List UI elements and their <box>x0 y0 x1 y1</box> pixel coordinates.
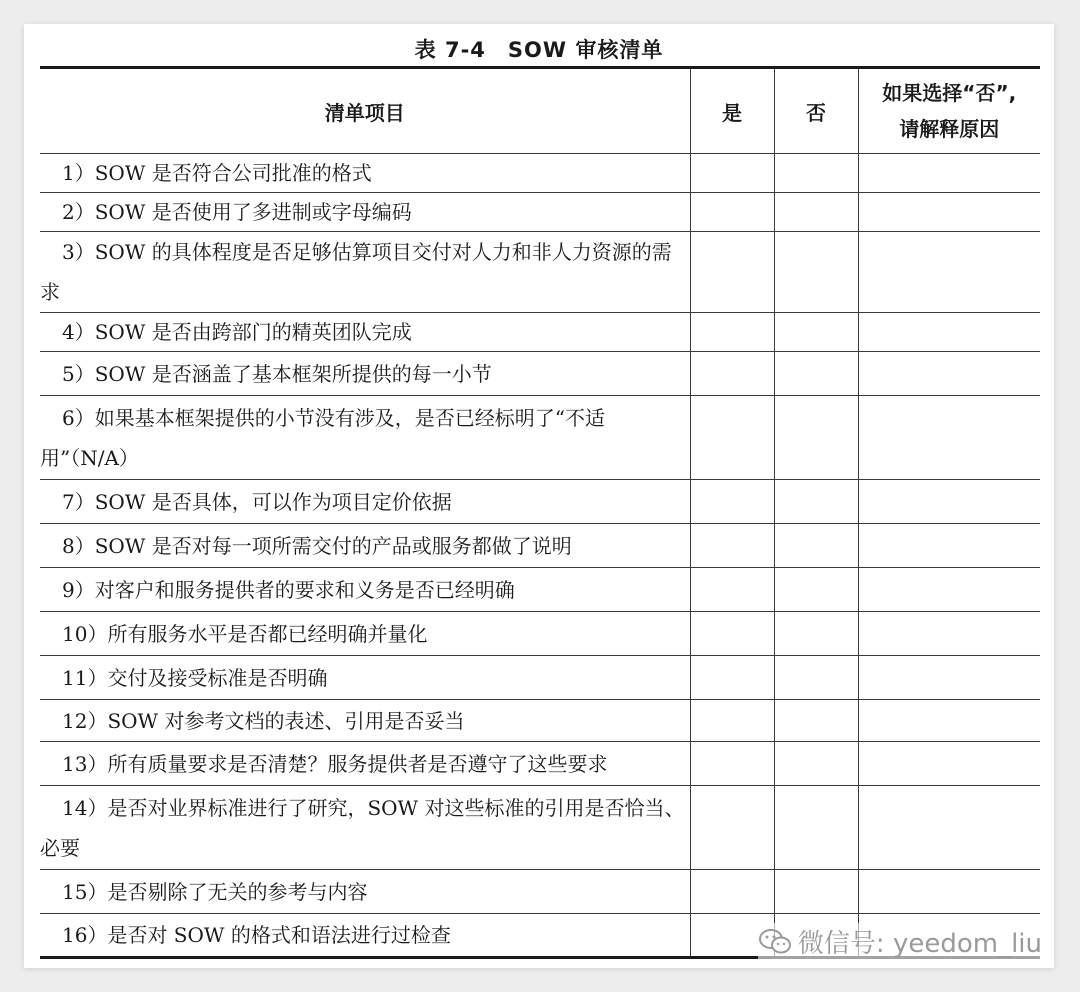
no-cell[interactable] <box>774 524 858 568</box>
table-row <box>40 154 1040 193</box>
table-row <box>40 568 1040 612</box>
header-yes: 是 <box>690 68 774 154</box>
reason-cell[interactable] <box>858 480 1040 524</box>
row-item-text <box>40 914 690 958</box>
yes-cell[interactable] <box>690 870 774 914</box>
yes-cell[interactable] <box>690 154 774 193</box>
reason-cell[interactable] <box>858 700 1040 742</box>
no-cell[interactable] <box>774 612 858 656</box>
checklist-item-label: 15）是否剔除了无关的参考与内容 <box>62 879 368 904</box>
checklist-item-label: 13）所有质量要求是否清楚？服务提供者是否遵守了这些要求 <box>62 751 608 776</box>
table-row <box>40 193 1040 232</box>
table-row <box>40 786 1040 870</box>
row-item-text <box>40 232 690 313</box>
reason-cell[interactable] <box>858 568 1040 612</box>
header-reason-line1: 如果选择“否”, <box>882 81 1017 105</box>
row-item-text <box>40 480 690 524</box>
reason-cell[interactable] <box>858 786 1040 870</box>
table-row <box>40 656 1040 700</box>
header-no: 否 <box>774 68 858 154</box>
document-page <box>24 24 1054 968</box>
yes-cell[interactable] <box>690 193 774 232</box>
no-cell[interactable] <box>774 154 858 193</box>
table-row <box>40 742 1040 786</box>
yes-cell[interactable] <box>690 700 774 742</box>
row-item-text <box>40 568 690 612</box>
yes-cell[interactable] <box>690 396 774 480</box>
row-item-text <box>40 612 690 656</box>
reason-cell[interactable] <box>858 524 1040 568</box>
checklist-item-label: 16）是否对 SOW 的格式和语法进行过检查 <box>62 923 451 947</box>
checklist-item-label: 1）SOW 是否符合公司批准的格式 <box>62 161 372 185</box>
checklist-item-label: 6）如果基本框架提供的小节没有涉及，是否已经标明了“不适用”（N/A） <box>40 405 605 470</box>
yes-cell[interactable] <box>690 742 774 786</box>
checklist-item-label: 3）SOW 的具体程度是否足够估算项目交付对人力和非人力资源的需求 <box>40 240 672 304</box>
yes-cell[interactable] <box>690 568 774 612</box>
watermark <box>758 923 1042 960</box>
reason-cell[interactable] <box>858 154 1040 193</box>
no-cell[interactable] <box>774 786 858 870</box>
no-cell[interactable] <box>774 396 858 480</box>
table-row <box>40 870 1040 914</box>
reason-cell[interactable] <box>858 870 1040 914</box>
checklist-item-label: 14）是否对业界标准进行了研究，SOW 对这些标准的引用是否恰当、必要 <box>40 795 685 860</box>
no-cell[interactable] <box>774 232 858 313</box>
yes-cell[interactable] <box>690 313 774 352</box>
row-item-text <box>40 396 690 480</box>
yes-cell[interactable] <box>690 612 774 656</box>
yes-cell[interactable] <box>690 232 774 313</box>
no-cell[interactable] <box>774 193 858 232</box>
row-item-text <box>40 313 690 352</box>
watermark-text: 微信号: yeedom_liu <box>797 929 1042 959</box>
reason-cell[interactable] <box>858 742 1040 786</box>
no-cell[interactable] <box>774 656 858 700</box>
row-item-text <box>40 656 690 700</box>
checklist-item-label: 4）SOW 是否由跨部门的精英团队完成 <box>62 320 412 344</box>
checklist-item-label: 8）SOW 是否对每一项所需交付的产品或服务都做了说明 <box>62 533 572 558</box>
row-item-text <box>40 870 690 914</box>
sow-checklist-table <box>40 66 1040 959</box>
reason-cell[interactable] <box>858 656 1040 700</box>
table-row <box>40 700 1040 742</box>
yes-cell[interactable] <box>690 786 774 870</box>
no-cell[interactable] <box>774 870 858 914</box>
no-cell[interactable] <box>774 700 858 742</box>
row-item-text <box>40 352 690 396</box>
table-row <box>40 313 1040 352</box>
yes-cell[interactable] <box>690 656 774 700</box>
yes-cell[interactable] <box>690 524 774 568</box>
table-row <box>40 480 1040 524</box>
wechat-icon <box>758 928 792 956</box>
reason-cell[interactable] <box>858 352 1040 396</box>
header-reason-line2: 请解释原因 <box>899 117 1000 141</box>
checklist-item-label: 11）交付及接受标准是否明确 <box>62 665 328 690</box>
checklist-item-label: 2）SOW 是否使用了多进制或字母编码 <box>62 200 412 224</box>
checklist-item-label: 12）SOW 对参考文档的表述、引用是否妥当 <box>62 708 465 733</box>
table-row <box>40 524 1040 568</box>
no-cell[interactable] <box>774 742 858 786</box>
reason-cell[interactable] <box>858 193 1040 232</box>
header-reason <box>858 68 1040 154</box>
row-item-text <box>40 154 690 193</box>
row-item-text <box>40 742 690 786</box>
header-row <box>40 68 1040 154</box>
row-item-text <box>40 193 690 232</box>
table-row <box>40 396 1040 480</box>
table-row <box>40 352 1040 396</box>
row-item-text <box>40 786 690 870</box>
table-title: 表 7-4 SOW 审核清单 <box>414 38 664 62</box>
reason-cell[interactable] <box>858 612 1040 656</box>
reason-cell[interactable] <box>858 396 1040 480</box>
reason-cell[interactable] <box>858 232 1040 313</box>
header-item: 清单项目 <box>40 68 690 154</box>
no-cell[interactable] <box>774 568 858 612</box>
yes-cell[interactable] <box>690 480 774 524</box>
yes-cell[interactable] <box>690 352 774 396</box>
table-row <box>40 232 1040 313</box>
no-cell[interactable] <box>774 352 858 396</box>
table-row <box>40 612 1040 656</box>
row-item-text <box>40 700 690 742</box>
no-cell[interactable] <box>774 313 858 352</box>
row-item-text <box>40 524 690 568</box>
no-cell[interactable] <box>774 480 858 524</box>
checklist-item-label: 10）所有服务水平是否都已经明确并量化 <box>62 621 428 646</box>
reason-cell[interactable] <box>858 313 1040 352</box>
checklist-item-label: 9）对客户和服务提供者的要求和义务是否已经明确 <box>62 577 515 602</box>
checklist-item-label: 7）SOW 是否具体，可以作为项目定价依据 <box>62 489 452 514</box>
checklist-item-label: 5）SOW 是否涵盖了基本框架所提供的每一小节 <box>62 361 492 386</box>
